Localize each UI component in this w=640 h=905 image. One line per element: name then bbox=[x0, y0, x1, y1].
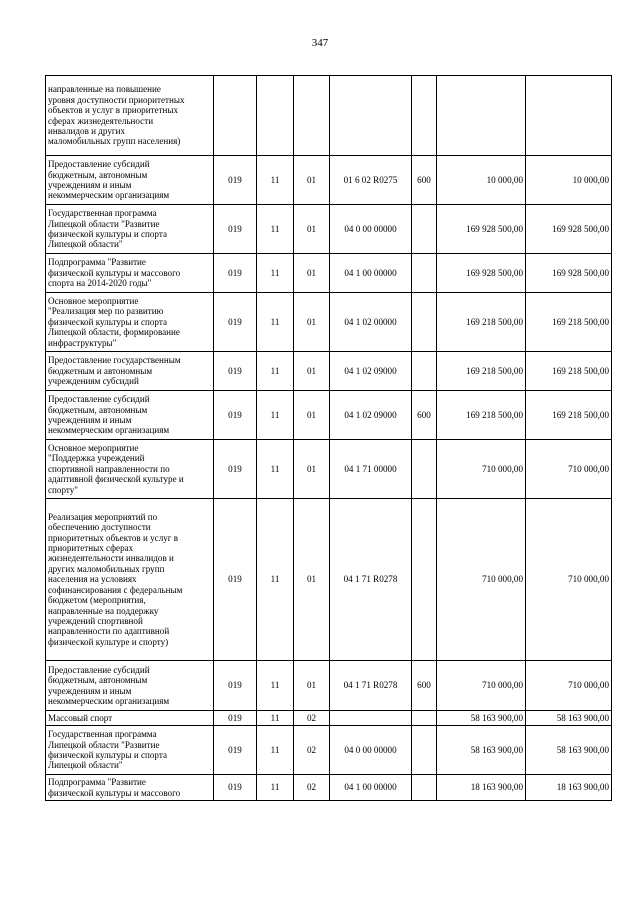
row-target-article-cell: 04 1 02 09000 bbox=[330, 352, 412, 391]
row-amount-2-cell: 169 218 500,00 bbox=[526, 352, 612, 391]
row-amount-1-cell: 169 928 500,00 bbox=[437, 254, 526, 293]
row-subsection-cell: 01 bbox=[294, 205, 330, 254]
row-name-cell: Основное мероприятие "Реализация мер по развитию физической культуры и спорта Липецкой области, формирование инфраструктуры" bbox=[46, 293, 214, 352]
row-section-cell: 11 bbox=[257, 440, 294, 499]
row-admin-code-cell: 019 bbox=[214, 293, 257, 352]
row-amount-1-cell: 710 000,00 bbox=[437, 661, 526, 711]
row-target-article-cell: 04 1 00 00000 bbox=[330, 254, 412, 293]
row-admin-code-cell: 019 bbox=[214, 726, 257, 775]
row-amount-2-cell: 169 218 500,00 bbox=[526, 391, 612, 440]
row-amount-1-cell bbox=[437, 76, 526, 156]
row-subsection-cell: 02 bbox=[294, 775, 330, 801]
row-amount-2-cell: 710 000,00 bbox=[526, 661, 612, 711]
row-amount-1-cell: 710 000,00 bbox=[437, 440, 526, 499]
row-amount-2-cell: 58 163 900,00 bbox=[526, 726, 612, 775]
table-row bbox=[46, 391, 612, 440]
row-section-cell: 11 bbox=[257, 293, 294, 352]
table-row bbox=[46, 499, 612, 661]
row-subsection-cell: 01 bbox=[294, 391, 330, 440]
row-subsection-cell: 02 bbox=[294, 711, 330, 726]
table-body bbox=[46, 76, 612, 801]
row-subsection-cell: 01 bbox=[294, 661, 330, 711]
row-section-cell bbox=[257, 76, 294, 156]
row-amount-2-cell: 169 928 500,00 bbox=[526, 205, 612, 254]
row-target-article-cell: 04 1 02 09000 bbox=[330, 391, 412, 440]
table-row bbox=[46, 775, 612, 801]
row-name-cell: направленные на повышение уровня доступности приоритетных объектов и услуг в приоритетных сферах жизнедеятельности инвалидов и других маломобильных групп населения) bbox=[46, 76, 214, 156]
row-amount-2-cell: 710 000,00 bbox=[526, 499, 612, 661]
row-expense-type-cell bbox=[412, 711, 437, 726]
table-row bbox=[46, 661, 612, 711]
table-row bbox=[46, 205, 612, 254]
row-amount-2-cell: 169 928 500,00 bbox=[526, 254, 612, 293]
row-subsection-cell: 01 bbox=[294, 440, 330, 499]
row-subsection-cell: 01 bbox=[294, 156, 330, 205]
row-section-cell: 11 bbox=[257, 391, 294, 440]
row-target-article-cell: 04 0 00 00000 bbox=[330, 726, 412, 775]
row-name-cell: Подпрограмма "Развитие физической культуры и массового bbox=[46, 775, 214, 801]
row-name-cell: Государственная программа Липецкой области "Развитие физической культуры и спорта Липецкой области" bbox=[46, 726, 214, 775]
row-section-cell: 11 bbox=[257, 499, 294, 661]
row-section-cell: 11 bbox=[257, 726, 294, 775]
row-admin-code-cell: 019 bbox=[214, 711, 257, 726]
table-row bbox=[46, 156, 612, 205]
row-name-cell: Массовый спорт bbox=[46, 711, 214, 726]
row-expense-type-cell bbox=[412, 775, 437, 801]
row-amount-2-cell bbox=[526, 76, 612, 156]
row-expense-type-cell: 600 bbox=[412, 391, 437, 440]
row-amount-1-cell: 18 163 900,00 bbox=[437, 775, 526, 801]
row-admin-code-cell: 019 bbox=[214, 661, 257, 711]
row-admin-code-cell: 019 bbox=[214, 352, 257, 391]
row-name-cell: Предоставление субсидий бюджетным, автономным учреждениям и иным некоммерческим организациям bbox=[46, 661, 214, 711]
row-subsection-cell: 01 bbox=[294, 254, 330, 293]
row-expense-type-cell bbox=[412, 76, 437, 156]
row-amount-1-cell: 58 163 900,00 bbox=[437, 711, 526, 726]
row-subsection-cell: 01 bbox=[294, 352, 330, 391]
row-amount-1-cell: 10 000,00 bbox=[437, 156, 526, 205]
row-admin-code-cell: 019 bbox=[214, 440, 257, 499]
row-section-cell: 11 bbox=[257, 254, 294, 293]
row-admin-code-cell: 019 bbox=[214, 254, 257, 293]
row-admin-code-cell: 019 bbox=[214, 499, 257, 661]
row-expense-type-cell bbox=[412, 293, 437, 352]
row-name-cell: Подпрограмма "Развитие физической культуры и массового спорта на 2014-2020 годы" bbox=[46, 254, 214, 293]
row-target-article-cell bbox=[330, 76, 412, 156]
row-target-article-cell: 04 0 00 00000 bbox=[330, 205, 412, 254]
row-expense-type-cell bbox=[412, 726, 437, 775]
table-row bbox=[46, 711, 612, 726]
row-name-cell: Предоставление государственным бюджетным и автономным учреждениям субсидий bbox=[46, 352, 214, 391]
row-target-article-cell: 04 1 71 R0278 bbox=[330, 661, 412, 711]
table-row bbox=[46, 76, 612, 156]
row-subsection-cell: 02 bbox=[294, 726, 330, 775]
row-amount-2-cell: 710 000,00 bbox=[526, 440, 612, 499]
row-amount-1-cell: 58 163 900,00 bbox=[437, 726, 526, 775]
row-amount-2-cell: 10 000,00 bbox=[526, 156, 612, 205]
row-admin-code-cell: 019 bbox=[214, 156, 257, 205]
row-expense-type-cell bbox=[412, 205, 437, 254]
row-admin-code-cell: 019 bbox=[214, 391, 257, 440]
row-name-cell: Основное мероприятие "Поддержка учреждений спортивной направленности по адаптивной физической культуре и спорту" bbox=[46, 440, 214, 499]
row-admin-code-cell: 019 bbox=[214, 205, 257, 254]
row-name-cell: Государственная программа Липецкой области "Развитие физической культуры и спорта Липецкой области" bbox=[46, 205, 214, 254]
row-amount-1-cell: 169 218 500,00 bbox=[437, 352, 526, 391]
row-target-article-cell: 04 1 02 00000 bbox=[330, 293, 412, 352]
row-admin-code-cell bbox=[214, 76, 257, 156]
table-row bbox=[46, 254, 612, 293]
row-admin-code-cell: 019 bbox=[214, 775, 257, 801]
row-name-cell: Предоставление субсидий бюджетным, автономным учреждениям и иным некоммерческим организациям bbox=[46, 156, 214, 205]
page-number: 347 bbox=[311, 37, 329, 49]
row-expense-type-cell: 600 bbox=[412, 156, 437, 205]
table-row bbox=[46, 293, 612, 352]
row-section-cell: 11 bbox=[257, 661, 294, 711]
row-amount-1-cell: 169 218 500,00 bbox=[437, 391, 526, 440]
row-expense-type-cell bbox=[412, 499, 437, 661]
row-amount-1-cell: 169 218 500,00 bbox=[437, 293, 526, 352]
row-section-cell: 11 bbox=[257, 352, 294, 391]
budget-table bbox=[45, 75, 612, 801]
row-amount-2-cell: 169 218 500,00 bbox=[526, 293, 612, 352]
row-expense-type-cell bbox=[412, 352, 437, 391]
row-amount-1-cell: 169 928 500,00 bbox=[437, 205, 526, 254]
row-subsection-cell bbox=[294, 76, 330, 156]
row-section-cell: 11 bbox=[257, 775, 294, 801]
row-name-cell: Предоставление субсидий бюджетным, автономным учреждениям и иным некоммерческим организациям bbox=[46, 391, 214, 440]
table-row bbox=[46, 726, 612, 775]
table-row bbox=[46, 352, 612, 391]
row-name-cell: Реализация мероприятий по обеспечению доступности приоритетных объектов и услуг в приоритетных сферах жизнедеятельности инвалидов и других маломобильных групп населения на условиях софинансирования с федеральным бюджетом (мероприятия, направленные на поддержку учреждений спортивной направленности по адаптивной физической культуре и спорту) bbox=[46, 499, 214, 661]
row-subsection-cell: 01 bbox=[294, 293, 330, 352]
table-row bbox=[46, 440, 612, 499]
row-target-article-cell bbox=[330, 711, 412, 726]
row-section-cell: 11 bbox=[257, 711, 294, 726]
row-expense-type-cell bbox=[412, 254, 437, 293]
row-target-article-cell: 01 6 02 R0275 bbox=[330, 156, 412, 205]
row-target-article-cell: 04 1 71 00000 bbox=[330, 440, 412, 499]
row-amount-1-cell: 710 000,00 bbox=[437, 499, 526, 661]
row-section-cell: 11 bbox=[257, 205, 294, 254]
row-subsection-cell: 01 bbox=[294, 499, 330, 661]
row-expense-type-cell: 600 bbox=[412, 661, 437, 711]
row-amount-2-cell: 58 163 900,00 bbox=[526, 711, 612, 726]
row-target-article-cell: 04 1 71 R0278 bbox=[330, 499, 412, 661]
row-expense-type-cell bbox=[412, 440, 437, 499]
row-target-article-cell: 04 1 00 00000 bbox=[330, 775, 412, 801]
row-amount-2-cell: 18 163 900,00 bbox=[526, 775, 612, 801]
row-section-cell: 11 bbox=[257, 156, 294, 205]
